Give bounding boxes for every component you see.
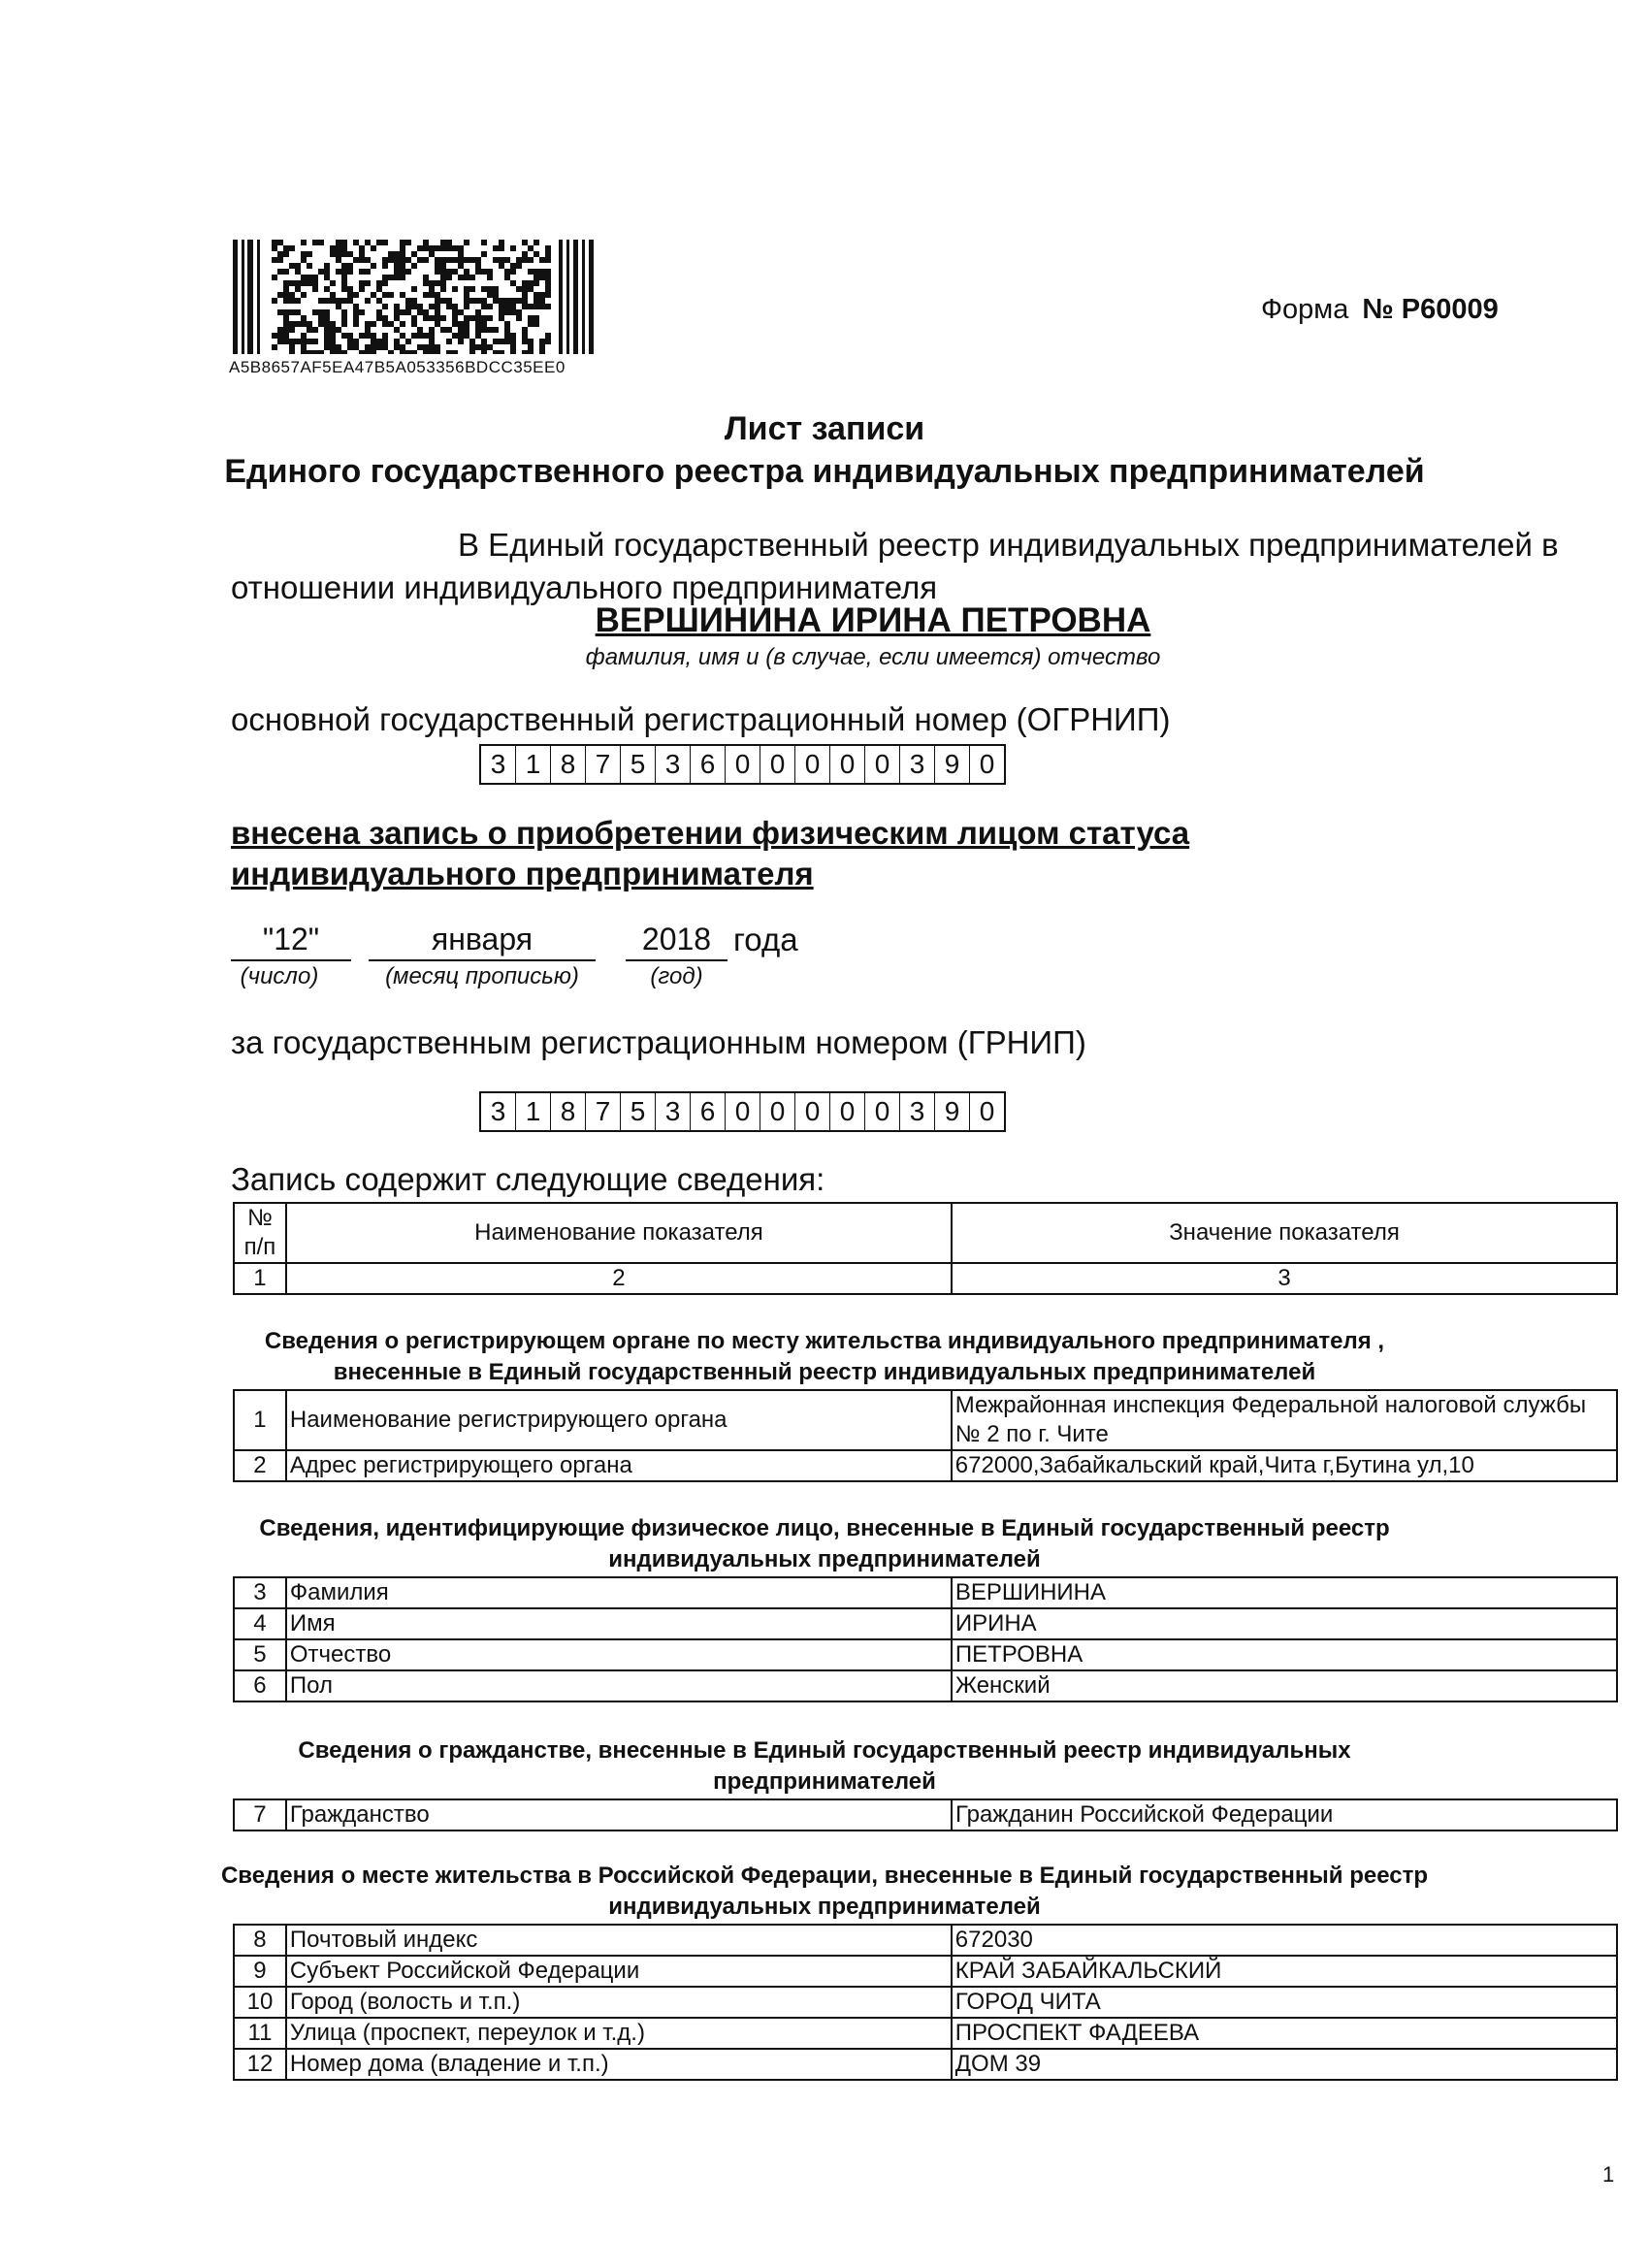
grnip-digit: 8 bbox=[550, 1093, 585, 1130]
row-value: 672000,Забайкальский край,Чита г,Бутина ул,10 bbox=[952, 1450, 1617, 1481]
form-number bbox=[1261, 294, 1499, 326]
record-statement bbox=[231, 813, 1189, 894]
row-number: 4 bbox=[234, 1608, 286, 1639]
row-value: Межрайонная инспекция Федеральной налоговой службы № 2 по г. Чите bbox=[952, 1390, 1617, 1450]
ogrnip-digit: 0 bbox=[725, 746, 760, 783]
section-residence-table bbox=[233, 1924, 1618, 2081]
ogrnip-digits bbox=[479, 744, 1006, 785]
ogrnip-digit: 1 bbox=[515, 746, 550, 783]
section-residence-title-2: индивидуальных предпринимателей bbox=[608, 1894, 1041, 1920]
date-month: января bbox=[369, 922, 596, 961]
grnip-digit: 1 bbox=[515, 1093, 550, 1130]
row-value: Женский bbox=[952, 1670, 1617, 1701]
barcode-image bbox=[233, 240, 596, 354]
row-name: Субъект Российской Федерации bbox=[286, 1956, 952, 1987]
grnip-digits bbox=[479, 1091, 1006, 1132]
row-number: 11 bbox=[234, 2018, 286, 2049]
section-person-title-1: Сведения, идентифицирующие физическое лицо, внесенные в Единый государственный реестр bbox=[259, 1515, 1390, 1541]
grnip-digit: 7 bbox=[585, 1093, 620, 1130]
grnip-digit: 6 bbox=[690, 1093, 725, 1130]
section-person-title bbox=[0, 1513, 1649, 1575]
table-row bbox=[234, 1577, 1617, 1608]
barcode-code: A5B8657AF5EA47B5A053356BDCC35EE0 bbox=[229, 358, 566, 376]
section-citizenship-title bbox=[0, 1735, 1649, 1798]
intro-line-2: отношении индивидуального предпринимателя bbox=[231, 569, 938, 605]
ogrnip-digit: 8 bbox=[550, 746, 585, 783]
date-day: "12" bbox=[231, 922, 351, 961]
table-row bbox=[234, 2049, 1617, 2080]
entrepreneur-fio: ВЕРШИНИНА ИРИНА ПЕТРОВНА bbox=[595, 601, 1151, 639]
section-registrar-title-2: внесенные в Единый государственный реестр индивидуальных предпринимателей bbox=[333, 1359, 1316, 1385]
row-number: 12 bbox=[234, 2049, 286, 2080]
section-person-title-2: индивидуальных предпринимателей bbox=[608, 1546, 1041, 1572]
record-line-2: индивидуального предпринимателя bbox=[231, 856, 814, 891]
row-name: Улица (проспект, переулок и т.д.) bbox=[286, 2018, 952, 2049]
grnip-digit: 0 bbox=[829, 1093, 864, 1130]
ogrnip-digit: 0 bbox=[829, 746, 864, 783]
row-name: Гражданство bbox=[286, 1799, 952, 1831]
table-row bbox=[234, 1639, 1617, 1670]
grnip-digit: 3 bbox=[490, 1096, 506, 1126]
doc-title: Лист записи bbox=[724, 410, 925, 447]
section-citizenship-title-1: Сведения о гражданстве, внесенные в Единый государственный реестр индивидуальных bbox=[298, 1737, 1351, 1764]
col-index-1: 1 bbox=[234, 1263, 286, 1294]
col-value-header: Значение показателя bbox=[952, 1203, 1617, 1263]
ogrnip-digit: 6 bbox=[690, 746, 725, 783]
table-row bbox=[234, 1799, 1617, 1831]
row-value: ВЕРШИНИНА bbox=[952, 1577, 1617, 1608]
ogrnip-digit: 3 bbox=[899, 746, 934, 783]
ogrnip-digit: 7 bbox=[585, 746, 620, 783]
col-name-header: Наименование показателя bbox=[286, 1203, 952, 1263]
date-day-hint: (число) bbox=[240, 963, 319, 989]
table-row bbox=[234, 1956, 1617, 1987]
col-num-header: № п/п bbox=[234, 1203, 286, 1263]
grnip-digit: 0 bbox=[794, 1093, 829, 1130]
ogrnip-digit: 3 bbox=[655, 746, 690, 783]
row-name: Почтовый индекс bbox=[286, 1925, 952, 1956]
row-name: Адрес регистрирующего органа bbox=[286, 1450, 952, 1481]
grnip-digit: 0 bbox=[725, 1093, 760, 1130]
ogrnip-digit: 3 bbox=[490, 749, 506, 779]
row-number: 7 bbox=[234, 1799, 286, 1831]
table-row bbox=[234, 1608, 1617, 1639]
section-citizenship-table bbox=[233, 1798, 1618, 1831]
ogrnip-digit: 0 bbox=[969, 746, 1004, 783]
row-value: ПРОСПЕКТ ФАДЕЕВА bbox=[952, 2018, 1617, 2049]
ogrnip-digit: 0 bbox=[864, 746, 899, 783]
date-month-hint: (месяц прописью) bbox=[385, 963, 579, 989]
row-name: Город (волость и т.п.) bbox=[286, 1987, 952, 2018]
date-year-suffix: года bbox=[733, 922, 798, 957]
row-name: Номер дома (владение и т.п.) bbox=[286, 2049, 952, 2080]
row-name: Имя bbox=[286, 1608, 952, 1639]
grnip-digit: 5 bbox=[620, 1093, 655, 1130]
section-registrar-title-1: Сведения о регистрирующем органе по месту жительства индивидуального предпринимателя , bbox=[264, 1328, 1385, 1354]
section-citizenship-title-2: предпринимателей bbox=[713, 1768, 936, 1795]
row-number: 3 bbox=[234, 1577, 286, 1608]
intro-line-1: В Единый государственный реестр индивидуальных предпринимателей в bbox=[458, 527, 1559, 563]
row-number: 9 bbox=[234, 1956, 286, 1987]
fio-hint: фамилия, имя и (в случае, если имеется) отчество bbox=[585, 644, 1161, 670]
grnip-digit: 3 bbox=[655, 1093, 690, 1130]
ogrnip-digit: 0 bbox=[794, 746, 829, 783]
grnip-label: за государственным регистрационным номером (ГРНИП) bbox=[231, 1024, 1086, 1060]
section-registrar-table bbox=[233, 1389, 1618, 1482]
date-year-hint: (год) bbox=[650, 963, 703, 989]
table-row bbox=[234, 1390, 1617, 1450]
row-value: ПЕТРОВНА bbox=[952, 1639, 1617, 1670]
ogrnip-digit: 0 bbox=[760, 746, 794, 783]
table-row bbox=[234, 1450, 1617, 1481]
section-person-table bbox=[233, 1576, 1618, 1702]
grnip-digit: 3 bbox=[899, 1093, 934, 1130]
contents-header-table bbox=[233, 1202, 1618, 1295]
table-row bbox=[234, 2018, 1617, 2049]
section-registrar-title bbox=[0, 1326, 1649, 1388]
row-name: Пол bbox=[286, 1670, 952, 1701]
row-value: Гражданин Российской Федерации bbox=[952, 1799, 1617, 1831]
table-row bbox=[234, 1987, 1617, 2018]
record-line-1: внесена запись о приобретении физическим лицом статуса bbox=[231, 815, 1190, 851]
row-name: Отчество bbox=[286, 1639, 952, 1670]
col-index-3: 3 bbox=[952, 1263, 1617, 1294]
row-value: ДОМ 39 bbox=[952, 2049, 1617, 2080]
form-number-value: № Р60009 bbox=[1362, 294, 1499, 325]
row-value: ГОРОД ЧИТА bbox=[952, 1987, 1617, 2018]
col-index-2: 2 bbox=[286, 1263, 952, 1294]
row-value: 672030 bbox=[952, 1925, 1617, 1956]
section-residence-title bbox=[0, 1861, 1649, 1923]
row-number: 5 bbox=[234, 1639, 286, 1670]
section-residence-title-1: Сведения о месте жительства в Российской Федерации, внесенные в Единый государственный реестр bbox=[220, 1863, 1429, 1889]
grnip-digit: 0 bbox=[864, 1093, 899, 1130]
grnip-digit: 9 bbox=[934, 1093, 969, 1130]
row-name: Фамилия bbox=[286, 1577, 952, 1608]
row-value: КРАЙ ЗАБАЙКАЛЬСКИЙ bbox=[952, 1956, 1617, 1987]
table-row bbox=[234, 1670, 1617, 1701]
row-number: 1 bbox=[234, 1390, 286, 1450]
date-year: 2018 bbox=[626, 922, 728, 961]
page-number: 1 bbox=[1602, 2162, 1615, 2187]
grnip-digit: 0 bbox=[760, 1093, 794, 1130]
ogrnip-digit: 5 bbox=[620, 746, 655, 783]
grnip-digit: 0 bbox=[969, 1093, 1004, 1130]
row-name: Наименование регистрирующего органа bbox=[286, 1390, 952, 1450]
form-label: Форма bbox=[1261, 294, 1349, 325]
ogrnip-digit: 9 bbox=[934, 746, 969, 783]
row-number: 2 bbox=[234, 1450, 286, 1481]
row-number: 8 bbox=[234, 1925, 286, 1956]
ogrnip-label: основной государственный регистрационный номер (ОГРНИП) bbox=[231, 701, 1171, 737]
row-number: 10 bbox=[234, 1987, 286, 2018]
row-value: ИРИНА bbox=[952, 1608, 1617, 1639]
intro-text bbox=[231, 524, 1647, 609]
table-row bbox=[234, 1925, 1617, 1956]
doc-subtitle: Единого государственного реестра индивидуальных предпринимателей bbox=[224, 453, 1425, 490]
contents-label: Запись содержит следующие сведения: bbox=[231, 1161, 825, 1197]
row-number: 6 bbox=[234, 1670, 286, 1701]
